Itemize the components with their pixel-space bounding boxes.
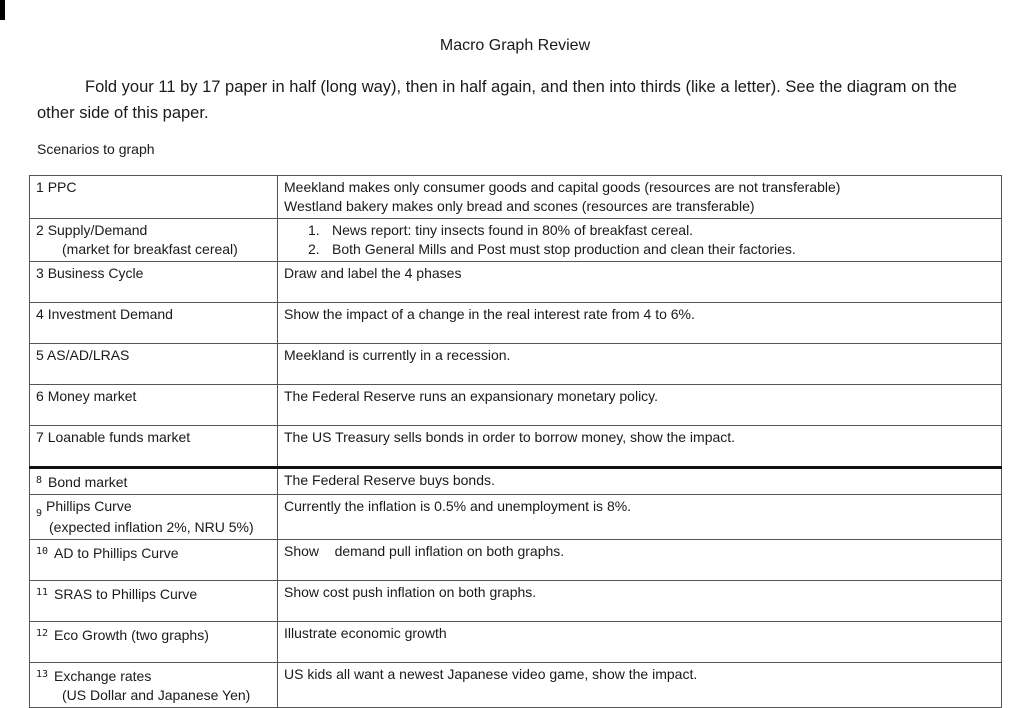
topic-cell xyxy=(30,468,278,495)
scenario-cell: Draw and label the 4 phases xyxy=(278,262,1002,303)
topic-number: 2 xyxy=(36,222,44,238)
handwritten-number: 10 xyxy=(36,546,49,557)
handwritten-number: 13 xyxy=(36,669,49,680)
table-row xyxy=(30,663,1002,708)
scenario-cell: Currently the inflation is 0.5% and unemployment is 8%. xyxy=(278,495,1002,540)
scenario-cell: US kids all want a newest Japanese video game, show the impact. xyxy=(278,663,1002,708)
instructions-paragraph: Fold your 11 by 17 paper in half (long way), then in half again, and then into thirds (like a letter). See the diagram on the other side of this paper. xyxy=(37,78,957,122)
scenario-list-item xyxy=(284,240,995,259)
page-title: Macro Graph Review xyxy=(439,37,591,54)
topic-label: Eco Growth (two graphs) xyxy=(54,627,209,643)
table-row xyxy=(30,622,1002,663)
scenario-cell: The Federal Reserve buys bonds. xyxy=(278,468,1002,495)
table-row xyxy=(30,303,1002,344)
topic-cell xyxy=(30,385,278,426)
topic-label: SRAS to Phillips Curve xyxy=(54,586,198,602)
table-row xyxy=(30,385,1002,426)
topic-label: Bond market xyxy=(48,474,128,490)
handwritten-number: 8 xyxy=(36,475,43,486)
topic-label: AD to Phillips Curve xyxy=(54,545,179,561)
scenario-cell: Show the impact of a change in the real interest rate from 4 to 6%. xyxy=(278,303,1002,344)
scenario-cell xyxy=(278,176,1002,219)
table-row xyxy=(30,219,1002,262)
table-row xyxy=(30,426,1002,468)
scenario-cell: Illustrate economic growth xyxy=(278,622,1002,663)
table-row xyxy=(30,344,1002,385)
scenario-cell: Meekland is currently in a recession. xyxy=(278,344,1002,385)
topic-label: Supply/Demand xyxy=(47,222,148,238)
handwritten-number: 9 xyxy=(36,508,43,519)
scenario-line: Meekland makes only consumer goods and capital goods (resources are not transferable) xyxy=(284,179,841,195)
scenario-cell xyxy=(278,219,1002,262)
topic-sublabel: (expected inflation 2%, NRU 5%) xyxy=(49,519,254,535)
topic-cell xyxy=(30,426,278,468)
table-row xyxy=(30,540,1002,581)
topic-sublabel: (US Dollar and Japanese Yen) xyxy=(62,687,251,703)
topic-label: AS/AD/LRAS xyxy=(46,347,130,363)
topic-number: 4 xyxy=(36,306,44,322)
scenarios-label: Scenarios to graph xyxy=(37,141,155,157)
topic-number: 3 xyxy=(36,265,44,281)
topic-number: 5 xyxy=(36,347,44,363)
handwritten-number: 11 xyxy=(36,587,49,598)
topic-label: Business Cycle xyxy=(47,265,144,281)
topic-cell xyxy=(30,262,278,303)
scenario-cell: The US Treasury sells bonds in order to borrow money, show the impact. xyxy=(278,426,1002,468)
corner-mark xyxy=(0,0,5,20)
topic-cell xyxy=(30,176,278,219)
table-row xyxy=(30,468,1002,495)
topic-label: Investment Demand xyxy=(47,306,173,322)
handwritten-number: 12 xyxy=(36,628,49,639)
topic-cell xyxy=(30,303,278,344)
topic-label: Exchange rates xyxy=(54,668,152,684)
scenario-cell: Show cost push inflation on both graphs. xyxy=(278,581,1002,622)
topic-cell xyxy=(30,344,278,385)
topic-label: Money market xyxy=(47,388,137,404)
list-text: News report: tiny insects found in 80% of breakfast cereal. xyxy=(332,222,694,238)
topic-cell xyxy=(30,219,278,262)
scenarios-table xyxy=(29,175,1002,708)
topic-sublabel: (market for breakfast cereal) xyxy=(62,241,238,257)
list-number: 1. xyxy=(308,222,320,238)
topic-number: 7 xyxy=(36,429,44,445)
topic-cell xyxy=(30,663,278,708)
list-text: Both General Mills and Post must stop production and clean their factories. xyxy=(332,241,796,257)
scenario-cell: Show demand pull inflation on both graphs. xyxy=(278,540,1002,581)
scenario-cell: The Federal Reserve runs an expansionary monetary policy. xyxy=(278,385,1002,426)
table-row xyxy=(30,176,1002,219)
table-row xyxy=(30,262,1002,303)
scenario-line: Westland bakery makes only bread and scones (resources are transferable) xyxy=(284,198,755,214)
topic-cell xyxy=(30,581,278,622)
topic-cell xyxy=(30,622,278,663)
list-number: 2. xyxy=(308,241,320,257)
topic-label: Phillips Curve xyxy=(46,498,132,514)
topic-number: 6 xyxy=(36,388,44,404)
table-row xyxy=(30,581,1002,622)
topic-number: 1 xyxy=(36,179,44,195)
table-row xyxy=(30,495,1002,540)
topic-cell xyxy=(30,495,278,540)
topic-cell xyxy=(30,540,278,581)
scenario-list-item xyxy=(284,221,995,240)
topic-label: PPC xyxy=(47,179,77,195)
topic-label: Loanable funds market xyxy=(47,429,191,445)
